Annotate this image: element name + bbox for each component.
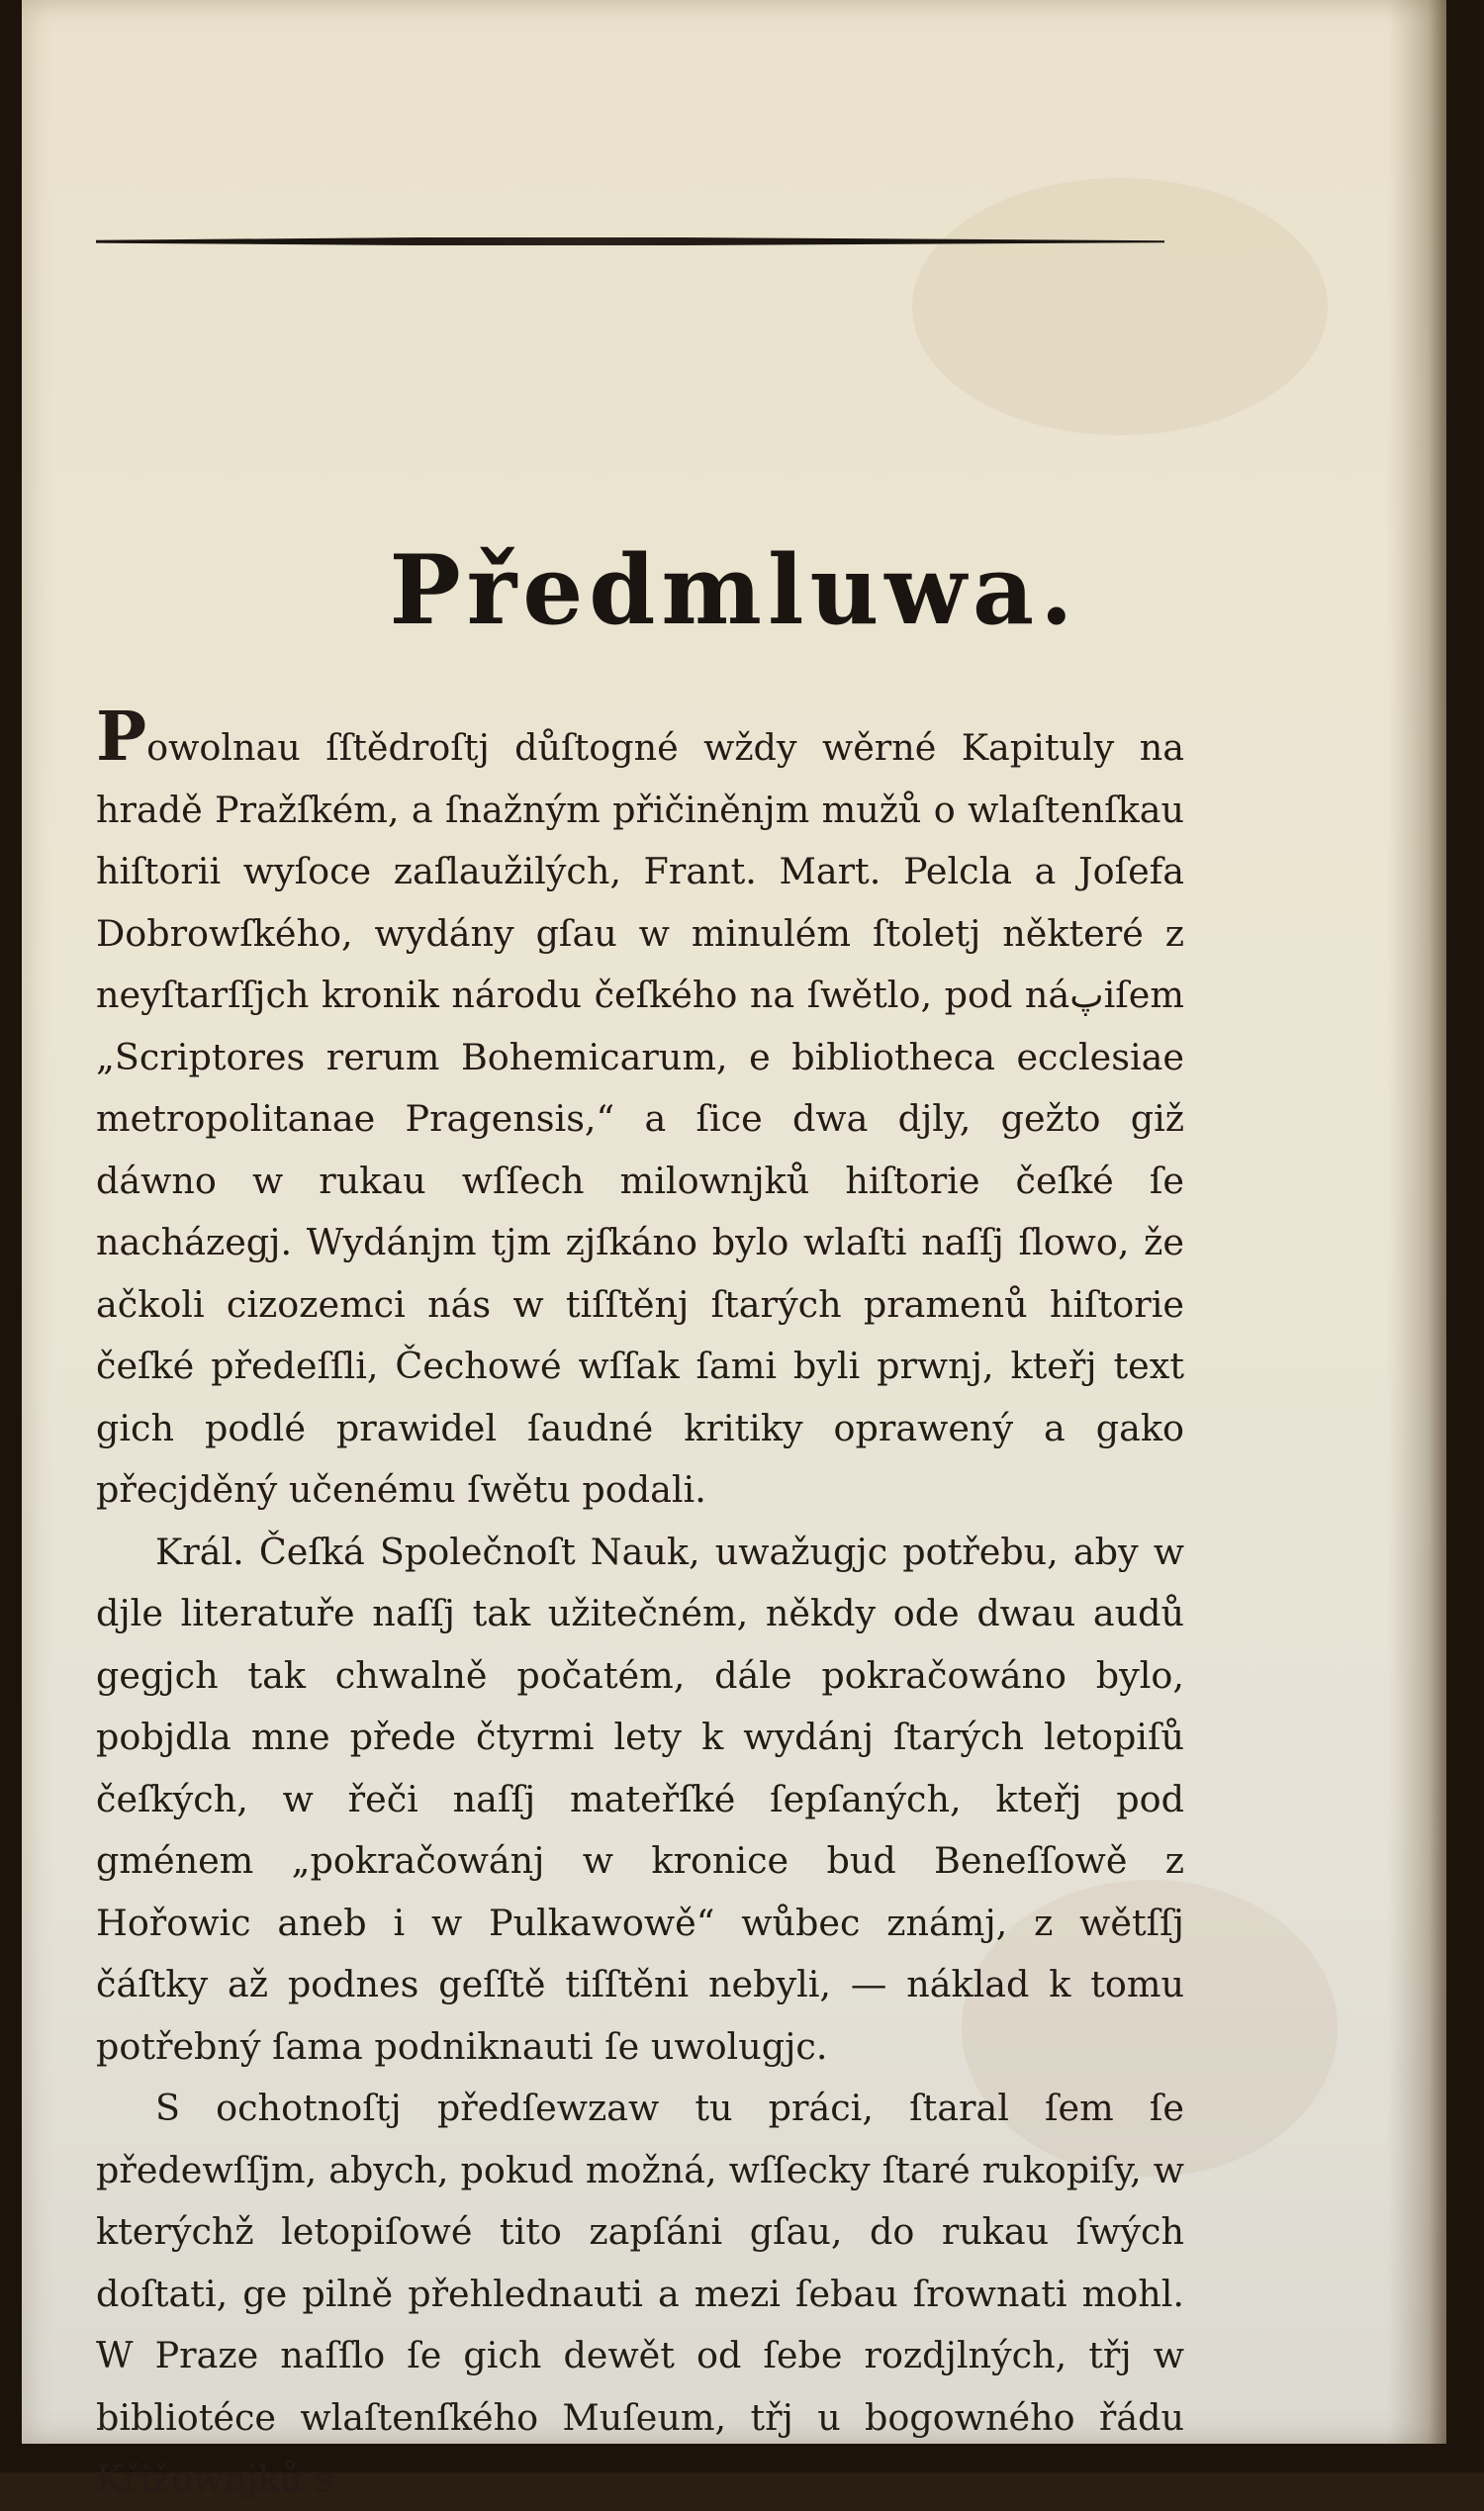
drop-cap: P <box>96 698 147 777</box>
paper-stain <box>912 178 1328 435</box>
page-title: Předmluwa. <box>389 534 1079 646</box>
book-page <box>22 0 1446 2500</box>
paragraph-1-text: owolnau ſſtědroſtj důſtogné wždy wěrné Kapituly na hradě Pražſkém, a ſnažným přičiněnjm mužů o wlaſtenſkau hiſtorii wyſoce zaſlaužilých, Frant. Mart. Pelcla a Joſefa Dobrowſkého, wydány gſau w minulém ſtoletj některé z neyſtarſſjch kronik národu čeſkého na ſwětlo, pod náپiſem „Scriptores rerum Bohemicarum, e bibliotheca ecclesiae metropolitanae Pragensis,“ a ſice dwa djly, gežto giž dáwno w rukau wſſech milownjků hiſtorie čeſké ſe nacházegj. Wydánjm tjm zjſkáno bylo wlaſti naſſj ſlowo, že ačkoli cizozemci nás w tiſſtěnj ſtarých pramenů hiſtorie čeſké předeſſli, Čechowé wſſak ſami byli prwnj, kteřj text gich podlé prawidel ſaudné kritiky oprawený a gako přecjděný učenému ſwětu podali. <box>96 726 1184 1511</box>
paragraph-3: S ochotnoſtj předſewzaw tu práci, ſtaral ſem ſe předewſſjm, abych, pokud možná, wſſecky ſtaré rukopiſy, w kterýchž letopiſowé tito zapſáni gſau, do rukau ſwých doſtati, ge pilně přehlednauti a mezi ſebau ſrownati mohl. W Praze naſſlo ſe gich dewět od ſebe rozdjlných, třj w bibliotéce wlaſtenſkého Muſeum, třj u bogowného řádu Křižownjků s <box>96 2087 1184 2500</box>
page-edge-shadow <box>1387 0 1446 2444</box>
paragraph-2: Král. Čeſká Společnoſt Nauk, uwažugjc potřebu, aby w djle literatuře naſſj tak užitečném, někdy ode dwau audů gegjch tak chwalně počatém, dále pokračowáno bylo, pobjdla mne přede čtyrmi lety k wydánj ſtarých letopiſů čeſkých, w řeči naſſj mateřſké ſepſaných, kteřj pod gménem „pokračowánj w kronice bud Beneſſowě z Hořowic aneb i w Pulkawowě“ wůbec známj, z wětſſj čáſtky až podnes geſſtě tiſſtěni nebyli, — náklad k tomu potřebný ſama podniknauti ſe uwolugjc. <box>96 1530 1184 2068</box>
paragraph-1 <box>96 698 1184 1522</box>
text-body <box>96 698 1184 2511</box>
